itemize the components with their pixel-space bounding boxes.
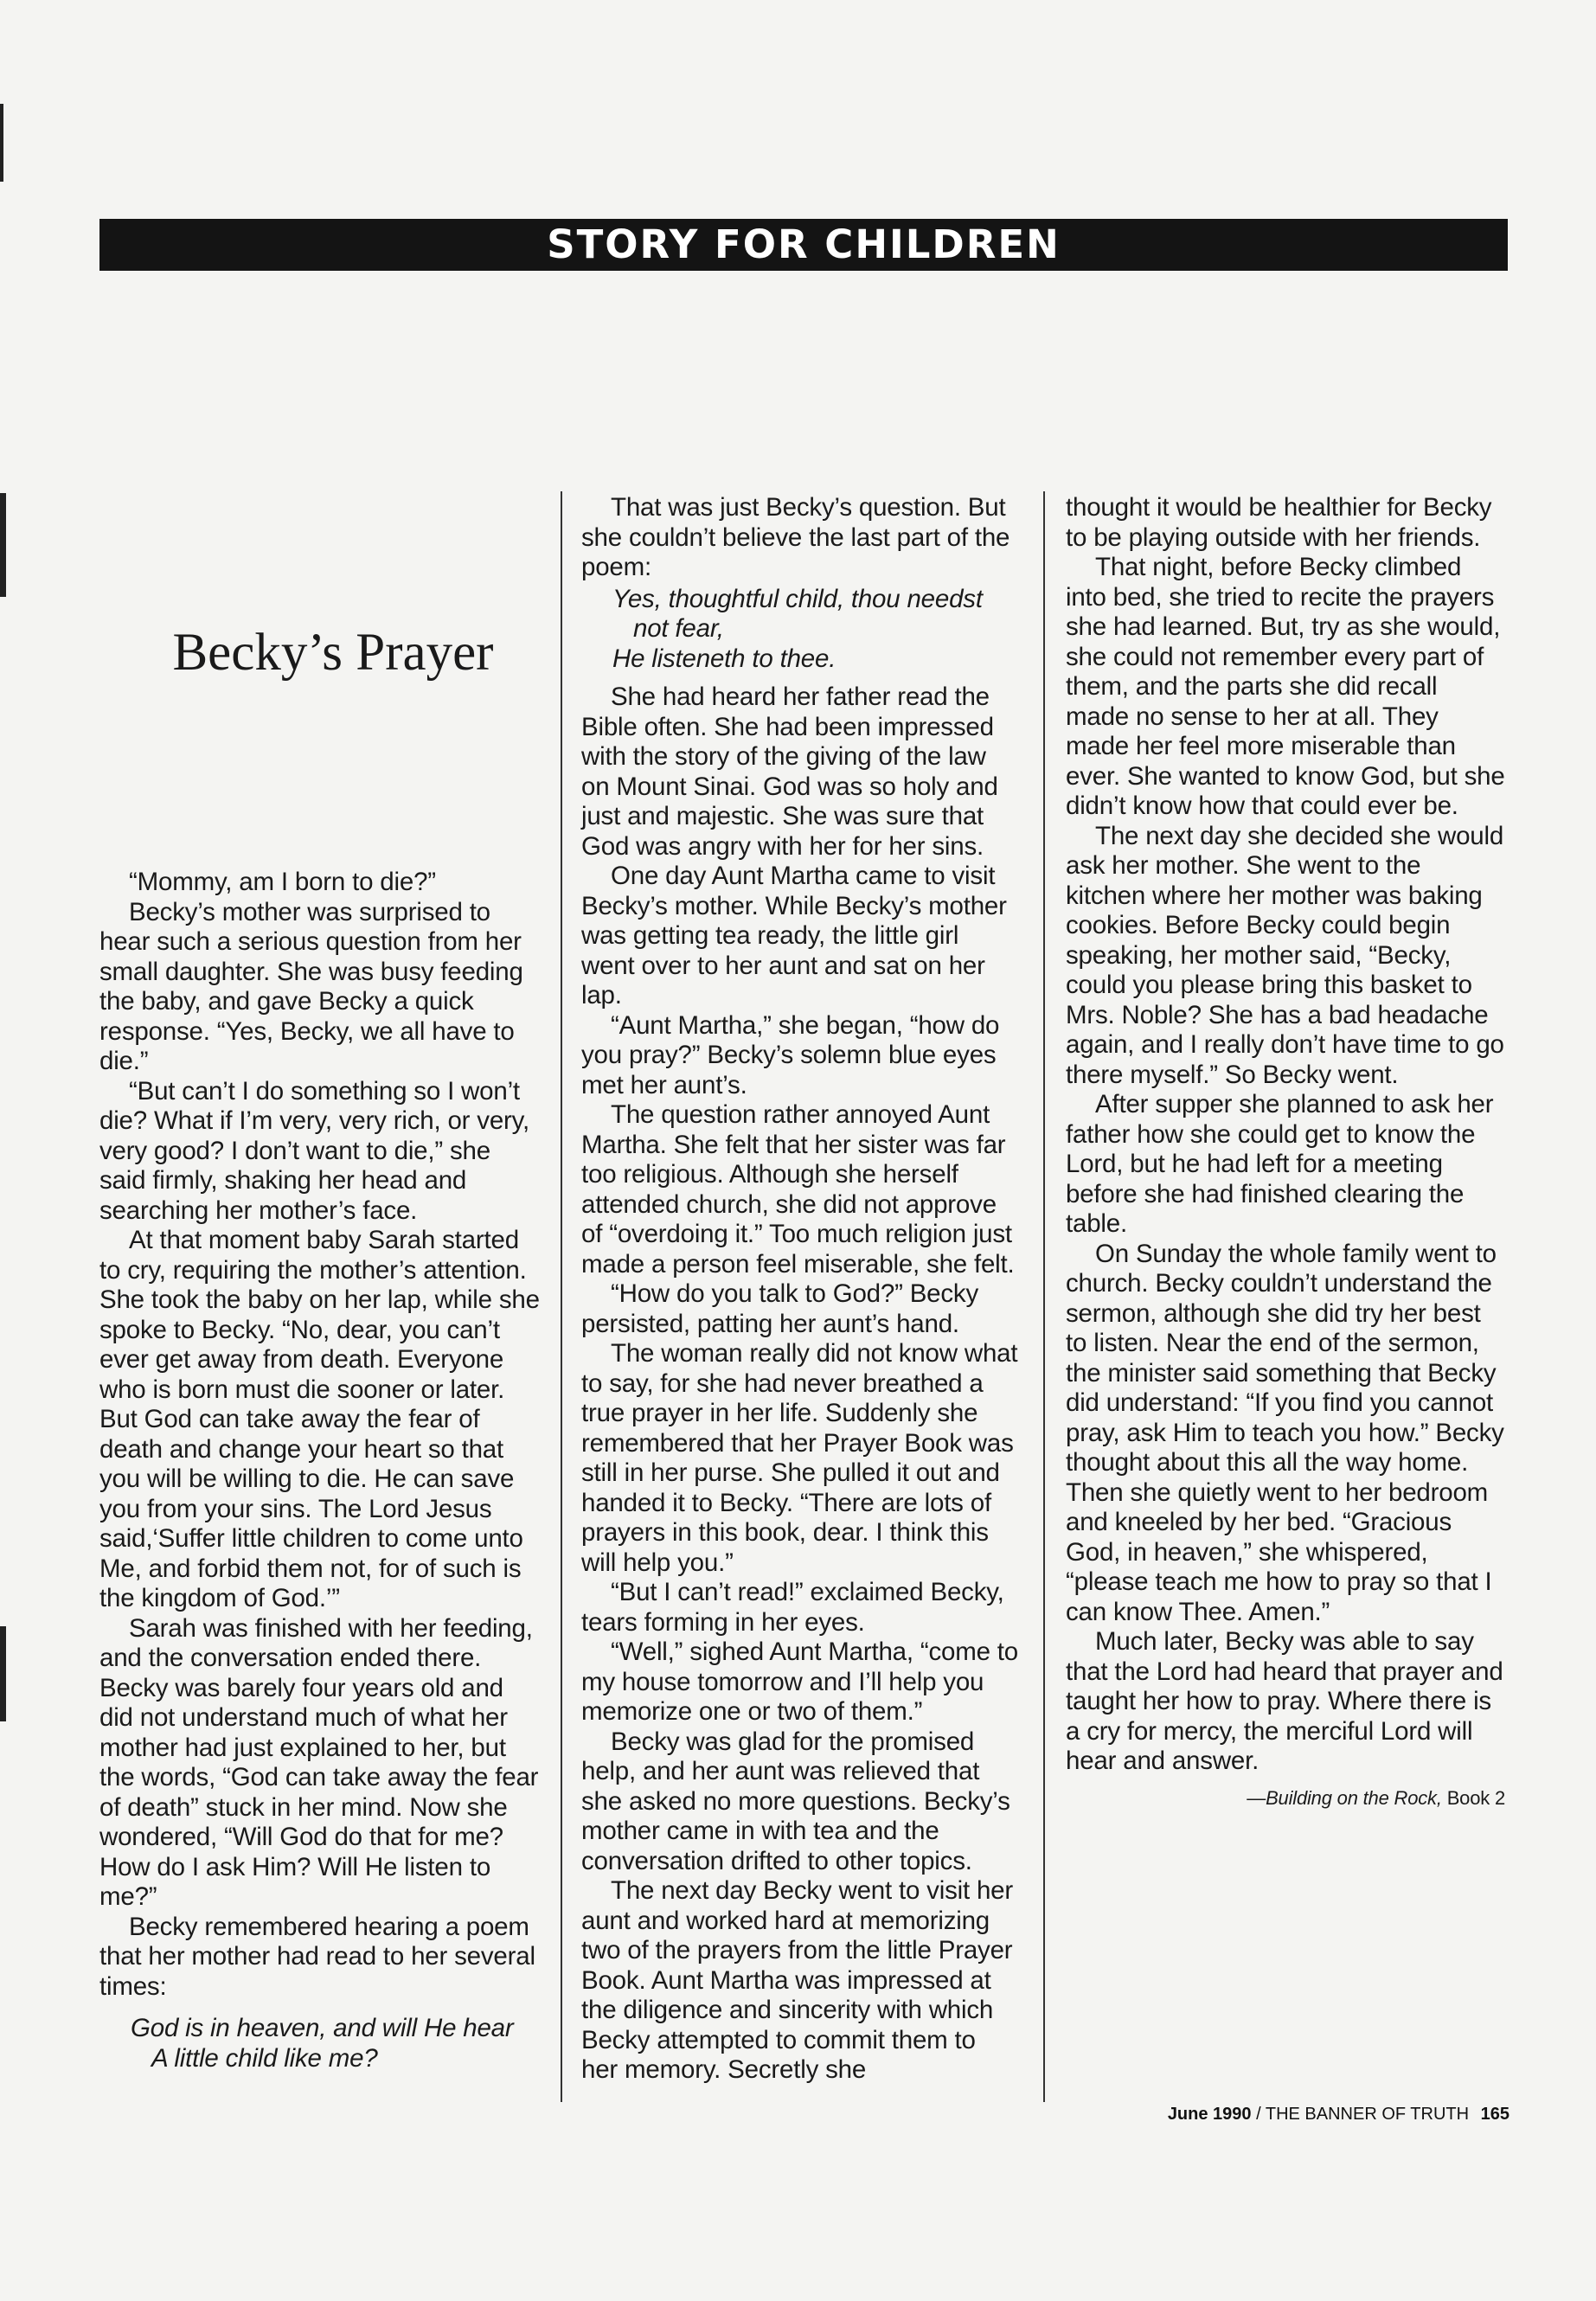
section-banner: STORY FOR CHILDREN <box>99 219 1508 271</box>
poem-line: God is in heaven, and will He hear <box>131 2014 514 2042</box>
paragraph: The woman really did not know what to say, for she had never breathed a true prayer in her life. Suddenly she remembered that her Prayer Book was still in her purse. She pulled it out and handed it to Becky. “There are lots of prayers in this book, dear. I think this will help you.” <box>581 1339 1018 1577</box>
scan-edge-mark <box>0 1626 6 1721</box>
column-divider <box>561 491 562 2102</box>
paragraph: “Aunt Martha,” she began, “how do you pray?” Becky’s solemn blue eyes met her aunt’s. <box>581 1010 1000 1099</box>
paragraph: Sarah was finished with her feeding, and the conversation ended there. Becky was barely four years old and did not understand much of what her mother had just explained to her, but the words, “God can take away the fear of death” stuck in her mind. Now she wondered, “Will God do that for me? How do I ask Him? Will He listen to me?” <box>99 1613 539 1911</box>
source-dash: — <box>1247 1786 1266 1809</box>
paragraph: The next day Becky went to visit her aunt and worked hard at memorizing two of the prayers from the little Prayer Book. Aunt Martha was impressed at the diligence and sincerity with which Becky attempted to commit them to her memory. Secretly she <box>581 1876 1014 2084</box>
footer-publication: / THE BANNER OF TRUTH <box>1256 2105 1470 2124</box>
poem-line: He listeneth to thee. <box>612 644 836 673</box>
paragraph: “How do you talk to God?” Becky persisted, patting her aunt’s hand. <box>581 1279 979 1338</box>
paragraph: One day Aunt Martha came to visit Becky’s mother. While Becky’s mother was getting tea ready, the little girl went over to her aunt and sat on her lap. <box>581 862 1007 1009</box>
source-citation <box>1066 1784 1505 1814</box>
paragraph: Becky remembered hearing a poem that her mother had read to her several times: <box>99 1912 535 2001</box>
paragraph: “But can’t I do something so I won’t die? What if I’m very, very rich, or very, very good? I don’t want to die,” she said firmly, shaking her head and searching her mother’s face. <box>99 1076 530 1225</box>
paragraph: “Well,” sighed Aunt Martha, “come to my house tomorrow and I’ll help you memorize one or two of them.” <box>581 1638 1019 1726</box>
paragraph: Much later, Becky was able to say that the Lord had heard that prayer and taught her how to pray. Where there is a cry for mercy, the merciful Lord will hear and answer. <box>1066 1627 1503 1775</box>
paragraph: At that moment baby Sarah started to cry, requiring the mother’s attention. She took the baby on her lap, while she spoke to Becky. “No, dear, you can’t ever get away from death. Everyone who is born must die sooner or later. But God can take away the fear of death and change your heart so that you will be willing to die. He can save you from your sins. The Lord Jesus said,‘Suffer little children to come unto Me, and forbid them not, for of such is the kingdom of God.’” <box>99 1226 540 1612</box>
story-title: Becky’s Prayer <box>172 624 494 682</box>
poem-line: Yes, thoughtful child, thou needst <box>612 584 983 613</box>
paragraph: thought it would be healthier for Becky to be playing outside with her friends. <box>1066 493 1492 552</box>
column-divider <box>1043 491 1045 2102</box>
scan-edge-mark <box>0 493 6 597</box>
paragraph: Becky was glad for the promised help, and her aunt was relieved that she asked no more questions. Becky’s mother came in with tea and the conversation drifted to other topics. <box>581 1727 1010 1875</box>
paragraph: The next day she decided she would ask her mother. She went to the kitchen where her mother was baking cookies. Before Becky could begin speaking, her mother said, “Becky, could you please bring this basket to Mrs. Noble? She has a bad headache again, and I really don’t have time to go there myself.” So Becky went. <box>1066 821 1504 1089</box>
source-volume: Book 2 <box>1446 1786 1505 1809</box>
paragraph: After supper she planned to ask her father how she could get to know the Lord, but he had left for a meeting before she had finished clearing the table. <box>1066 1090 1494 1238</box>
paragraph: That was just Becky’s question. But she couldn’t believe the last part of the poem: <box>581 493 1010 581</box>
poem-line: A little child like me? <box>151 2043 378 2073</box>
text-column-1 <box>99 868 541 2086</box>
footer-date: June 1990 <box>1167 2105 1252 2124</box>
source-book-title: Building on the Rock, <box>1266 1786 1442 1809</box>
paragraph: Becky’s mother was surprised to hear such a serious question from her small daughter. She was busy feeding the baby, and gave Becky a quick response. “Yes, Becky, we all have to die.” <box>99 897 523 1075</box>
poem <box>581 585 1018 675</box>
scan-edge-mark <box>0 104 3 182</box>
text-column-2 <box>581 493 1018 2086</box>
page-footer <box>1168 2105 1509 2125</box>
text-column-3 <box>1066 493 1505 1813</box>
paragraph: The question rather annoyed Aunt Martha. She felt that her sister was far too religious. Although she herself attended church, she did not approve of “overdoing it.” Too much religion just made a person feel miserable, she felt. <box>581 1100 1015 1279</box>
paragraph: That night, before Becky climbed into bed, she tried to recite the prayers she had learned. But, try as she would, she could not remember every part of them, and the parts she did recall made no sense to her at all. They made her feel more miserable than ever. She wanted to know God, but she didn’t know how that could ever be. <box>1066 553 1505 820</box>
paragraph: “But I can’t read!” exclaimed Becky, tears forming in her eyes. <box>581 1578 1004 1637</box>
page-number: 165 <box>1480 2105 1509 2124</box>
paragraph: “Mommy, am I born to die?” <box>129 868 436 896</box>
paragraph: She had heard her father read the Bible often. She had been impressed with the story of the giving of the law on Mount Sinai. God was so holy and just and majestic. She was sure that God was angry with her for her sins. <box>581 683 998 861</box>
poem <box>99 2014 541 2073</box>
poem-line: not fear, <box>633 614 724 643</box>
paragraph: On Sunday the whole family went to church. Becky couldn’t understand the sermon, although she did try her best to listen. Near the end of the sermon, the minister said something that Becky did understand: “If you find you cannot pray, ask Him to teach you how.” Becky thought about this all the way home. Then she quietly went to her bedroom and kneeled by her bed. “Gracious God, in heaven,” she whispered, “please teach me how to pray so that I can know Thee. Amen.” <box>1066 1239 1504 1626</box>
